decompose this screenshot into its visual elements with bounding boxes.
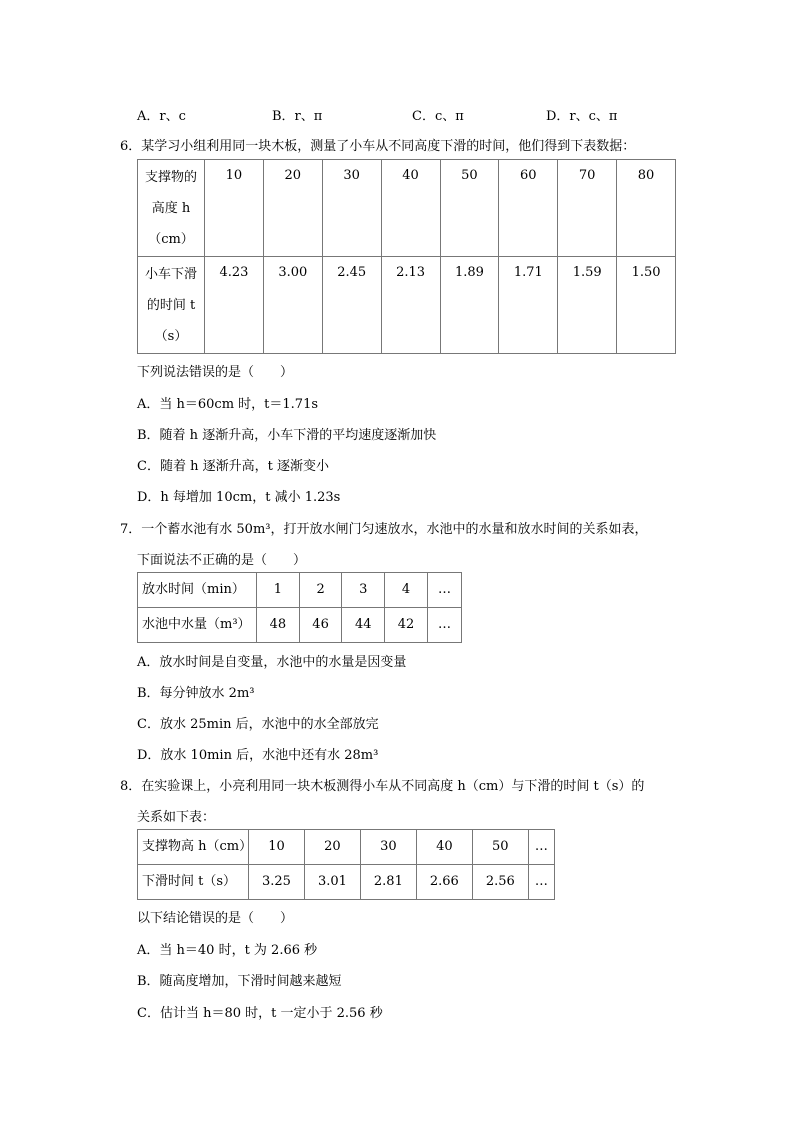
- table-cell: …: [528, 865, 554, 900]
- q5-option-c: C．c、π: [412, 109, 464, 124]
- table-cell: …: [528, 830, 554, 865]
- q7-option-c: C．放水 25min 后，水池中的水全部放完: [137, 717, 379, 732]
- q5-option-a: A．r、c: [137, 109, 186, 124]
- table-cell: 1.50: [617, 257, 676, 354]
- table-cell: 50: [440, 160, 499, 257]
- q7-option-a: A．放水时间是自变量，水池中的水量是因变量: [137, 655, 407, 670]
- q7-stem-line1: 7．一个蓄水池有水 50m³，打开放水闸门匀速放水，水池中的水量和放水时间的关系如表，: [120, 522, 648, 537]
- table-cell: 80: [617, 160, 676, 257]
- table-cell: 1.59: [558, 257, 617, 354]
- q8-stem-line1: 8．在实验课上，小亮利用同一块木板测得小车从不同高度 h（cm）与下滑的时间 t（s）的: [120, 779, 645, 794]
- table-cell: 3.01: [304, 865, 360, 900]
- q6-row1-label: [138, 160, 205, 257]
- table-cell: 2: [299, 573, 342, 608]
- table-cell: 2.66: [416, 865, 472, 900]
- table-cell: 4: [385, 573, 428, 608]
- q8-table: [137, 829, 555, 900]
- q6-stem: 6．某学习小组利用同一块木板，测量了小车从不同高度下滑的时间，他们得到下表数据：: [120, 139, 636, 154]
- q7-option-d: D．放水 10min 后，水池中还有水 28m³: [137, 748, 379, 763]
- table-cell: 2.13: [381, 257, 440, 354]
- q7-row1-label: 放水时间（min）: [138, 573, 257, 608]
- table-cell: 2.56: [472, 865, 528, 900]
- q8-row1-label: 支撑物高 h（cm）: [138, 830, 249, 865]
- table-row: [138, 830, 555, 865]
- label-line: 的时间 t: [146, 297, 196, 313]
- table-row: [138, 865, 555, 900]
- table-row: [138, 160, 676, 257]
- label-line: （s）: [154, 328, 188, 344]
- table-cell: 2.81: [360, 865, 416, 900]
- q8-stem-line2: 关系如下表：: [137, 810, 216, 825]
- label-line: 高度 h: [151, 200, 191, 216]
- table-cell: 30: [360, 830, 416, 865]
- table-cell: 1.89: [440, 257, 499, 354]
- table-cell: …: [427, 573, 461, 608]
- q8-option-b: B．随高度增加，下滑时间越来越短: [137, 974, 342, 989]
- table-row: [138, 257, 676, 354]
- q6-option-a: A．当 h＝60cm 时，t＝1.71s: [137, 397, 319, 412]
- q7-table: [137, 572, 462, 643]
- table-cell: 60: [499, 160, 558, 257]
- q6-prompt: 下列说法错误的是（ ）: [137, 365, 294, 380]
- table-cell: 50: [472, 830, 528, 865]
- q6-option-b: B．随着 h 逐渐升高，小车下滑的平均速度逐渐加快: [137, 428, 437, 443]
- table-cell: 46: [299, 608, 342, 643]
- q8-option-a: A．当 h＝40 时，t 为 2.66 秒: [137, 943, 318, 958]
- table-cell: 42: [385, 608, 428, 643]
- table-cell: …: [427, 608, 461, 643]
- label-line: 小车下滑: [144, 266, 197, 282]
- q8-option-c: C．估计当 h＝80 时，t 一定小于 2.56 秒: [137, 1006, 383, 1021]
- table-cell: 40: [416, 830, 472, 865]
- table-cell: 44: [342, 608, 385, 643]
- table-cell: 1.71: [499, 257, 558, 354]
- table-row: [138, 608, 462, 643]
- q6-option-c: C．随着 h 逐渐升高，t 逐渐变小: [137, 459, 329, 474]
- table-cell: 40: [381, 160, 440, 257]
- table-cell: 1: [257, 573, 300, 608]
- label-line: 支撑物的: [144, 169, 197, 185]
- q8-prompt: 以下结论错误的是（ ）: [137, 911, 294, 926]
- table-cell: 3.00: [263, 257, 322, 354]
- table-cell: 20: [304, 830, 360, 865]
- table-cell: 48: [257, 608, 300, 643]
- table-cell: 30: [322, 160, 381, 257]
- q7-stem-line2: 下面说法不正确的是（ ）: [137, 553, 307, 568]
- q7-option-b: B．每分钟放水 2m³: [137, 686, 255, 701]
- label-line: （cm）: [148, 231, 194, 247]
- q5-option-d: D．r、c、π: [546, 109, 618, 124]
- table-cell: 4.23: [205, 257, 264, 354]
- table-cell: 10: [249, 830, 305, 865]
- table-row: [138, 573, 462, 608]
- q5-option-b: B．r、π: [272, 109, 323, 124]
- table-cell: 2.45: [322, 257, 381, 354]
- table-cell: 3: [342, 573, 385, 608]
- q8-row2-label: 下滑时间 t（s）: [138, 865, 249, 900]
- table-cell: 3.25: [249, 865, 305, 900]
- q7-row2-label: 水池中水量（m³）: [138, 608, 257, 643]
- table-cell: 10: [205, 160, 264, 257]
- table-cell: 20: [263, 160, 322, 257]
- table-cell: 70: [558, 160, 617, 257]
- q6-table: [137, 159, 676, 354]
- q6-option-d: D．h 每增加 10cm，t 减小 1.23s: [137, 490, 341, 505]
- q6-row2-label: [138, 257, 205, 354]
